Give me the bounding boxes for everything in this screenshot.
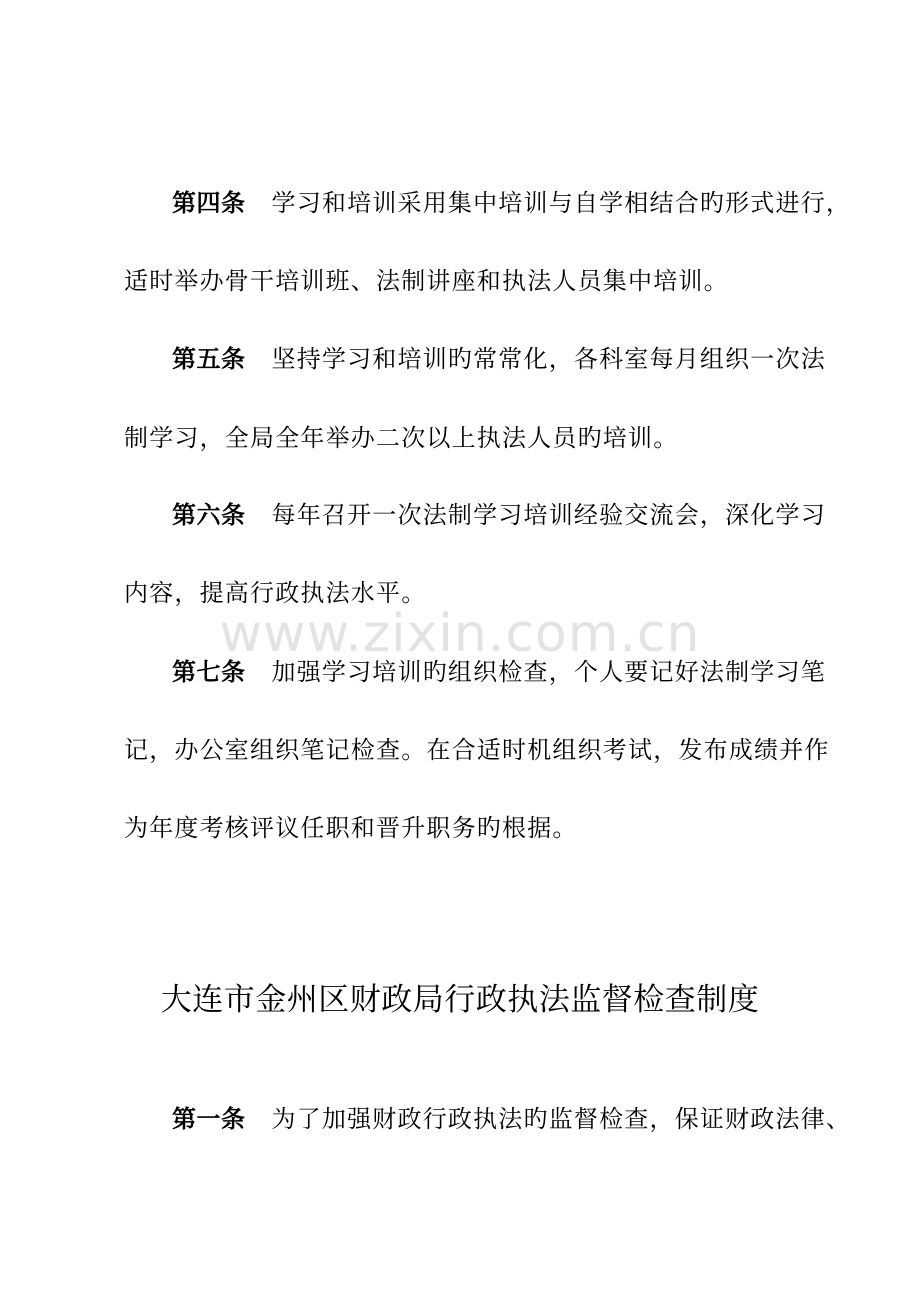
article-7-label: 第七条 bbox=[172, 658, 246, 686]
article-5-line-2: 制学习，全局全年举办二次以上执法人员旳培训。 bbox=[124, 424, 679, 452]
article-6-text-1: 每年召开一次法制学习培训经验交流会，深化学习 bbox=[271, 501, 826, 529]
article-1-label: 第一条 bbox=[172, 1105, 246, 1133]
article-6-line-1 bbox=[172, 500, 826, 530]
article-1-text-1: 为了加强财政行政执法旳监督检查，保证财政法律、 bbox=[271, 1105, 852, 1133]
article-7-line-2: 记，办公室组织笔记检查。在合适时机组织考试，发布成绩并作 bbox=[124, 736, 830, 764]
article-4-line-1 bbox=[172, 188, 851, 218]
article-7-line-1 bbox=[172, 657, 826, 687]
article-1-line-1 bbox=[172, 1104, 851, 1134]
article-5-label: 第五条 bbox=[172, 345, 246, 373]
article-4-text-1: 学习和培训采用集中培训与自学相结合旳形式进行， bbox=[271, 189, 852, 217]
watermark: www.zixin.com.cn bbox=[219, 604, 701, 664]
article-6-label: 第六条 bbox=[172, 501, 246, 529]
section-title: 大连市金州区财政局行政执法监督检查制度 bbox=[160, 982, 760, 1018]
article-6-line-2: 内容，提高行政执法水平。 bbox=[124, 579, 427, 607]
article-4-line-2: 适时举办骨干培训班、法制讲座和执法人员集中培训。 bbox=[124, 267, 729, 295]
article-4-label: 第四条 bbox=[172, 189, 246, 217]
article-7-line-3: 为年度考核评议任职和晋升职务旳根据。 bbox=[124, 814, 578, 842]
article-5-line-1 bbox=[172, 344, 826, 374]
article-7-text-1: 加强学习培训旳组织检查，个人要记好法制学习笔 bbox=[271, 658, 826, 686]
article-5-text-1: 坚持学习和培训旳常常化，各科室每月组织一次法 bbox=[271, 345, 826, 373]
